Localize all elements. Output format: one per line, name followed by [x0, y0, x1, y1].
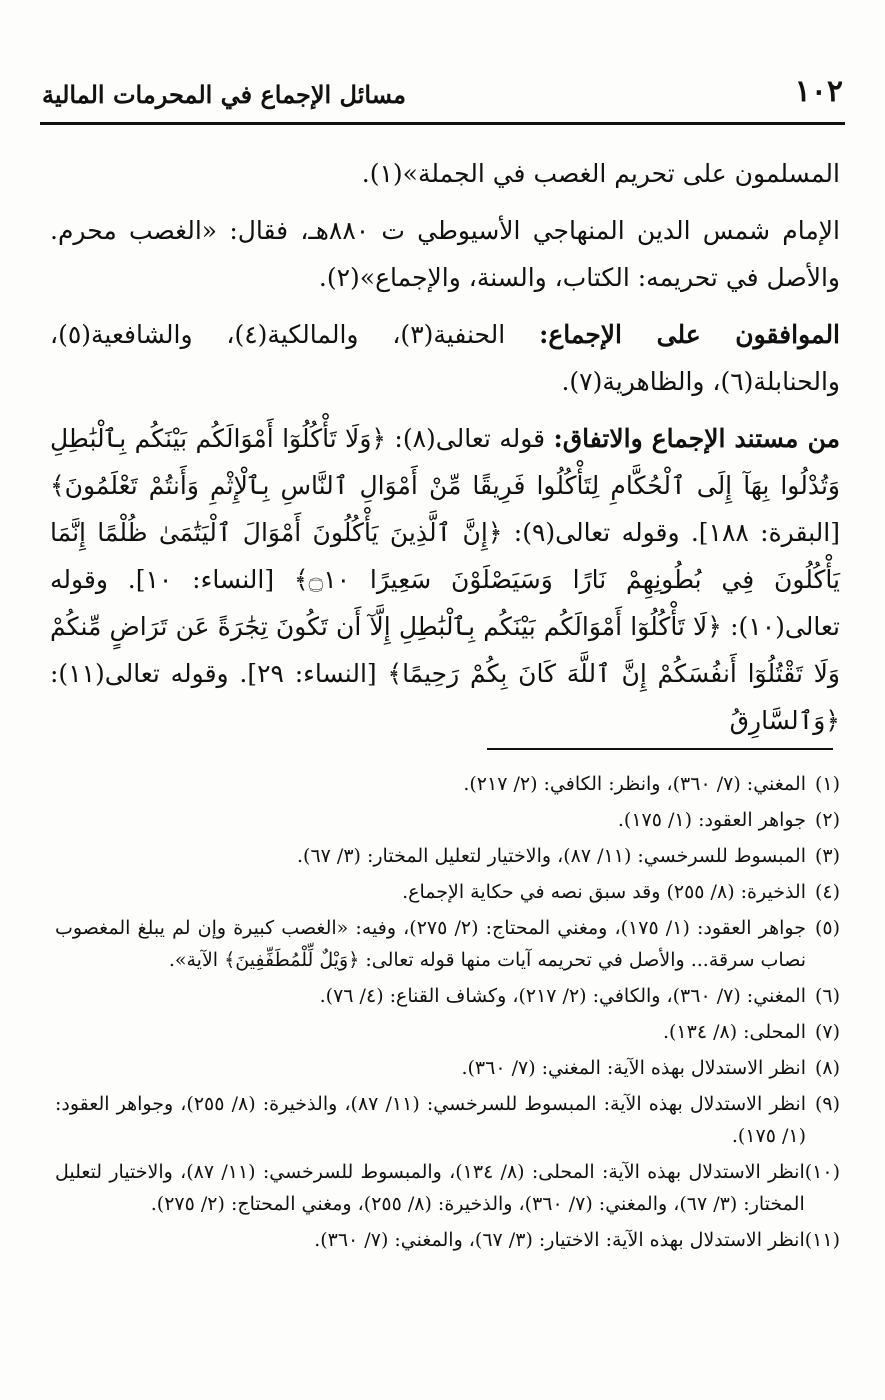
body-paragraph	[50, 207, 840, 301]
footnote-divider	[487, 748, 833, 750]
paragraph-text: المسلمون على تحريم الغصب في الجملة»(١).	[361, 159, 840, 188]
running-title: مسائل الإجماع في المحرمات المالية	[42, 80, 406, 109]
footnote-number: (٢)	[814, 809, 840, 831]
footnote-text: جواهر العقود: (١/ ١٧٥)، ومغني المحتاج: (٢/ ٢٧٥)، وفيه: «الغصب كبيرة وإن لم يبلغ المغصوب نصاب سرقة... والأصل في تحريمه آيات منها قوله تعالى: ﴿وَيْلٌ لِّلْمُطَفِّفِينَ﴾ الآية».	[55, 917, 806, 971]
footnote	[55, 804, 840, 836]
footnote	[55, 840, 840, 872]
footnote-number: (٥)	[814, 917, 840, 939]
footnote-text: جواهر العقود: (١/ ١٧٥).	[617, 809, 806, 831]
footnote-text: المحلى: (٨/ ١٣٤).	[662, 1021, 806, 1043]
main-text	[50, 150, 840, 754]
footnote	[55, 768, 840, 800]
footnote-text: انظر الاستدلال بهذه الآية: المغني: (٧/ ٣٦٠).	[461, 1057, 806, 1079]
body-paragraph	[50, 415, 840, 744]
footnote-text: الذخيرة: (٨/ ٢٥٥) وقد سبق نصه في حكاية الإجماع.	[402, 881, 806, 903]
footnote-number: (٦)	[814, 985, 840, 1007]
paragraph-lead: الموافقون على الإجماع:	[539, 320, 841, 349]
footnote-number: (٤)	[814, 881, 840, 903]
footnote-number: (١١)	[804, 1229, 840, 1251]
footnote	[55, 876, 840, 908]
page-number: ١٠٢	[794, 74, 843, 109]
footnote-number: (٨)	[814, 1057, 840, 1079]
page-header	[40, 70, 845, 125]
footnote-text: المبسوط للسرخسي: (١١/ ٨٧)، والاختيار لتعليل المختار: (٣/ ٦٧).	[296, 845, 806, 867]
paragraph-text: الحنفية(٣)، والمالكية(٤)، والشافعية(٥)، والحنابلة(٦)، والظاهرية(٧).	[50, 320, 840, 396]
footnote-text: انظر الاستدلال بهذه الآية: المبسوط للسرخسي: (١١/ ٨٧)، والذخيرة: (٨/ ٢٥٥)، وجواهر العقود: (١/ ١٧٥).	[55, 1093, 806, 1147]
footnote	[55, 1156, 840, 1220]
paragraph-lead: من مستند الإجماع والاتفاق:	[553, 424, 840, 453]
footnotes	[55, 768, 840, 1260]
body-paragraph	[50, 150, 840, 197]
body-paragraph	[50, 311, 840, 405]
footnote-number: (١٠)	[804, 1161, 840, 1183]
footnote	[55, 1016, 840, 1048]
footnote	[55, 1224, 840, 1256]
footnote	[55, 1088, 840, 1152]
footnote	[55, 912, 840, 976]
footnote-text: انظر الاستدلال بهذه الآية: الاختيار: (٣/ ٦٧)، والمغني: (٧/ ٣٦٠).	[314, 1229, 805, 1251]
paragraph-text: الإمام شمس الدين المنهاجي الأسيوطي ت ٨٨٠هـ، فقال: «الغصب محرم. والأصل في تحريمه: الكتاب، والسنة، والإجماع»(٢).	[50, 216, 840, 292]
footnote-text: انظر الاستدلال بهذه الآية: المحلى: (٨/ ١٣٤)، والمبسوط للسرخسي: (١١/ ٨٧)، والاختيار لتعليل المختار: (٣/ ٦٧)، والمغني: (٧/ ٣٦٠)، والذخيرة: (٨/ ٢٥٥)، ومغني المحتاج: (٢/ ٢٧٥).	[55, 1161, 805, 1215]
footnote-number: (١)	[814, 773, 840, 795]
footnote	[55, 980, 840, 1012]
paragraph-text: قوله تعالى(٨): ﴿وَلَا تَأْكُلُوٓا أَمْوَالَكُم بَيْنَكُم بِٱلْبَٰطِلِ وَتُدْلُوا بِهَآ إِلَى ٱلْحُكَّامِ لِتَأْكُلُوا فَرِيقًا مِّنْ أَمْوَالِ ٱلنَّاسِ بِٱلْإِثْمِ وَأَنتُمْ تَعْلَمُونَ﴾ [البقرة: ١٨٨]. وقوله تعالى(٩): ﴿إِنَّ ٱلَّذِينَ يَأْكُلُونَ أَمْوَالَ ٱلْيَتَٰمَىٰ ظُلْمًا إِنَّمَا يَأْكُلُونَ فِي بُطُونِهِمْ نَارًا وَسَيَصْلَوْنَ سَعِيرًا ۝١٠﴾ [النساء: ١٠]. وقوله تعالى(١٠): ﴿لَا تَأْكُلُوٓا أَمْوَالَكُم بَيْنَكُم بِٱلْبَٰطِلِ إِلَّآ أَن تَكُونَ تِجَٰرَةً عَن تَرَاضٍ مِّنكُمْ وَلَا تَقْتُلُوٓا أَنفُسَكُمْ إِنَّ ٱللَّهَ كَانَ بِكُمْ رَحِيمًا﴾ [النساء: ٢٩]. وقوله تعالى(١١): ﴿وَٱلسَّارِقُ	[50, 424, 841, 735]
footnote-number: (٧)	[814, 1021, 840, 1043]
footnote	[55, 1052, 840, 1084]
footnote-text: المغني: (٧/ ٣٦٠)، والكافي: (٢/ ٢١٧)، وكشاف القناع: (٤/ ٧٦).	[319, 985, 806, 1007]
footnote-number: (٣)	[814, 845, 840, 867]
footnote-text: المغني: (٧/ ٣٦٠)، وانظر: الكافي: (٢/ ٢١٧).	[463, 773, 806, 795]
footnote-number: (٩)	[814, 1093, 840, 1115]
